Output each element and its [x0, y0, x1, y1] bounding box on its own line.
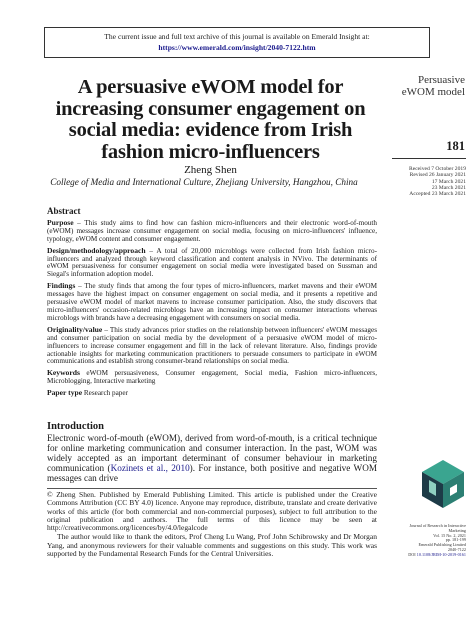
- introduction-heading: Introduction: [47, 421, 104, 432]
- banner-text: The current issue and full text archive of this journal is available on Emerald Insight at:: [104, 32, 370, 41]
- journal-line: Journal of Research in Interactive: [409, 523, 466, 528]
- purpose-label: Purpose: [47, 217, 74, 227]
- journal-info: [384, 524, 466, 558]
- originality-text: – This study advances prior studies on the relationship between influencers' eWOM messages and consumer participation on social media by the development of a persuasive eWOM model of micro-influencers to increase consumer engagement and fill in the lack of relevant literature. Also, findings provide actionable insights for marketing communication practitioners to persuade consumers to participate in eWOM communications and establish strong consumer-brand relationships on social media.: [47, 325, 377, 366]
- date-line: Received 7 October 2019: [408, 166, 466, 172]
- keywords-label: Keywords: [47, 368, 80, 378]
- doi-line: [384, 553, 466, 558]
- introduction-text: Electronic word-of-mouth (eWOM), derived from word-of-mouth, is a critical technique for online marketing communication and consumer interaction. In the past, WOM was widely accepted as an important determinant of consumer behaviour in marketing communication (: [47, 433, 377, 474]
- abstract-heading: Abstract: [47, 206, 81, 216]
- archive-banner: [44, 27, 430, 58]
- journal-line: Vol. 15 No. 2, 2021: [433, 532, 466, 538]
- keywords-text: eWOM persuasiveness, Consumer engagement, Social media, Fashion micro-influencers, Microblogging, Interactive marketing: [47, 369, 377, 386]
- journal-line: 2040-7122: [447, 546, 466, 552]
- footnotes: [47, 491, 377, 559]
- design-label: Design/methodology/approach: [47, 245, 146, 255]
- abstract: [47, 208, 377, 401]
- keywords: [47, 369, 377, 386]
- article-dates: [388, 166, 466, 197]
- date-line: Revised 26 January 2021: [409, 172, 466, 179]
- jrim-cube-logo-icon: [420, 458, 466, 510]
- author-affiliation: College of Media and International Culture, Zhejiang University, Hangzhou, China: [50, 177, 358, 187]
- paper-type-text: Research paper: [82, 389, 128, 398]
- margin-divider: [392, 158, 466, 159]
- license-note: © Zheng Shen. Published by Emerald Publishing Limited. This article is published under the Creative Commons Attribution (CC BY 4.0) licence. Anyone may reproduce, distribute, translate and create derivative works of this article (for both commercial and non-commercial purposes), subject to full attribution to the original publication and authors. The full terms of this licence may be seen at http://creativecommons.org/licences/by/4.0/legalcode: [47, 490, 377, 533]
- date-line: 23 March 2021: [431, 184, 466, 191]
- doi-label: DOI: [408, 551, 416, 557]
- introduction-section: [47, 422, 377, 484]
- findings-text: – The study finds that among the four types of micro-influencers, market mavens and their eWOM messages have the highest impact on consumer engagement on social media, and it presents a repetitive and persuasive eWOM model of market mavens to increase consumer participation. Also, the study discovers that micro-influencers' occasion-related microblogs have an increasing impact on consumer interactions whereas microblogs with brands have a decreasing engagement with consumers on social media.: [47, 282, 377, 322]
- journal-line: Marketing: [448, 527, 466, 533]
- article-title: A persuasive eWOM model for increasing consumer engagement on social media: evidence from Irish fashion micro-influencers: [55, 76, 366, 163]
- introduction-text-end: ). For instance, both positive and negative WOM messages can drive: [47, 463, 378, 484]
- running-title-line-1: Persuasive: [417, 74, 465, 86]
- abstract-purpose: [47, 219, 377, 244]
- running-title: [395, 74, 465, 98]
- citation-link[interactable]: Kozinets et al., 2010: [110, 463, 190, 474]
- design-text: – A total of 20,000 microblogs were collected from Irish fashion micro-influencers and analyzed through keyword classification and content analysis in NVivo. The determinants of eWOM persuasiveness for consumer engagement on social media were investigated based on Sussman and Siegal's information adoption model.: [47, 246, 377, 279]
- paper-type-label: Paper type: [47, 388, 83, 398]
- journal-line: Emerald Publishing Limited: [418, 542, 466, 548]
- running-title-line-2: eWOM model: [401, 86, 465, 98]
- page-number: 181: [446, 139, 465, 153]
- abstract-findings: [47, 282, 377, 323]
- author-name: Zheng Shen: [184, 164, 237, 176]
- purpose-text: – This study aims to find how can fashion micro-influencers and their electronic word-of-mouth (eWOM) messages increase consumer engagement on social media, focusing on micro-influencers' influence, typology, eWOM content and consumer engagement.: [47, 218, 377, 243]
- date-line: Accepted 23 March 2021: [409, 191, 466, 198]
- paper-type: [47, 389, 377, 398]
- footnote-divider: [47, 488, 377, 489]
- journal-url-link[interactable]: https://www.emerald.com/insight/2040-7122.htm: [158, 42, 316, 52]
- originality-label: Originality/value: [47, 324, 103, 334]
- journal-line: pp. 181-199: [445, 537, 466, 543]
- date-line: 17 March 2021: [431, 178, 466, 185]
- doi-link[interactable]: 10.1108/JRIM-10-2019-0161: [416, 551, 466, 557]
- abstract-originality: [47, 326, 377, 367]
- acknowledgements: The author would like to thank the editors, Prof Cheng Lu Wang, Prof John Schibrowsky and Dr Morgan Yang, and anonymous reviewers for their valuable comments and suggestions on this study. This work was supported by the Fundamental Research Funds for the Central Universities.: [47, 532, 377, 559]
- findings-label: Findings: [47, 281, 76, 291]
- abstract-design: [47, 247, 377, 280]
